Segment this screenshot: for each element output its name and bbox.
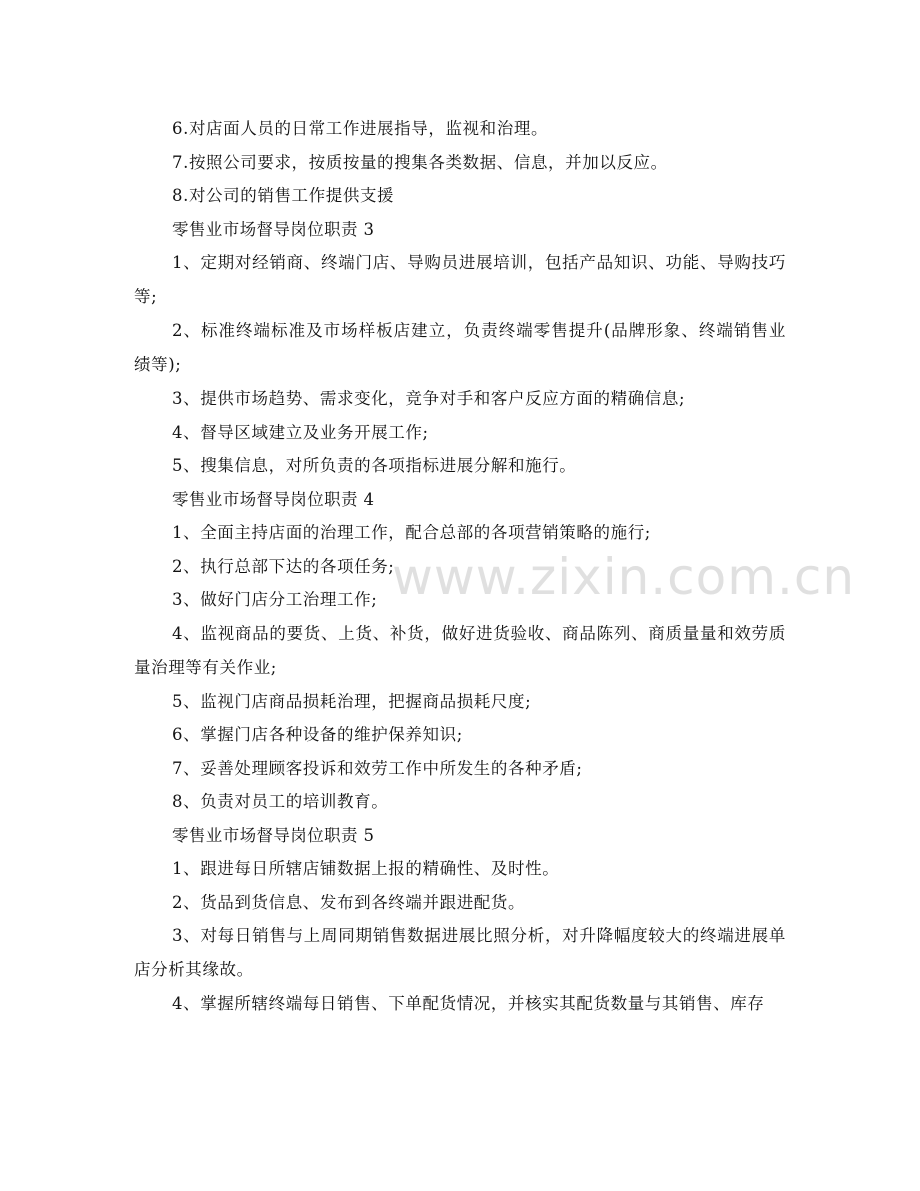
section-heading: 零售业市场督导岗位职责 5 — [172, 825, 375, 845]
list-item: 7.按照公司要求，按质按量的搜集各类数据、信息，并加以反应。 — [172, 152, 668, 172]
list-item: 3、对每日销售与上周同期销售数据进展比照分析，对升降幅度较大的终端进展单店分析其缘故。 — [134, 926, 786, 979]
list-item: 1、跟进每日所辖店铺数据上报的精确性、及时性。 — [172, 859, 560, 878]
list-item: 1、全面主持店面的治理工作，配合总部的各项营销策略的施行; — [172, 523, 651, 542]
list-item: 2、货品到货信息、发布到各终端并跟进配货。 — [172, 892, 526, 912]
list-item: 4、掌握所辖终端每日销售、下单配货情况，并核实其配货数量与其销售、库存 — [172, 994, 765, 1013]
list-item: 5、搜集信息，对所负责的各项指标进展分解和施行。 — [172, 456, 577, 475]
list-item: 8.对公司的销售工作提供支援 — [172, 186, 395, 205]
list-item: 4、监视商品的要货、上货、补货，做好进货验收、商品陈列、商质量量和效劳质量治理等有关作业; — [134, 623, 786, 677]
list-item: 6.对店面人员的日常工作进展指导，监视和治理。 — [172, 119, 549, 138]
list-item: 2、标准终端标准及市场样板店建立，负责终端零售提升(品牌形象、终端销售业绩等); — [134, 321, 786, 374]
list-item: 3、提供市场趋势、需求变化，竞争对手和客户反应方面的精确信息; — [172, 389, 686, 408]
list-item: 2、执行总部下达的各项任务; — [172, 556, 395, 576]
list-item: 1、定期对经销商、终端门店、导购员进展培训，包括产品知识、功能、导购技巧等; — [134, 253, 786, 306]
list-item: 4、督导区域建立及业务开展工作; — [172, 422, 429, 442]
list-item: 8、负责对员工的培训教育。 — [172, 792, 389, 811]
list-item: 3、做好门店分工治理工作; — [172, 590, 378, 609]
section-heading: 零售业市场督导岗位职责 4 — [172, 489, 375, 509]
document-body — [134, 112, 786, 1021]
list-item: 7、妥善处理顾客投诉和效劳工作中所发生的各种矛盾; — [172, 758, 583, 778]
list-item: 5、监视门店商品损耗治理，把握商品损耗尺度; — [172, 691, 532, 711]
section-heading: 零售业市场督导岗位职责 3 — [172, 219, 375, 239]
watermark-text: www.zixin.com.cn — [392, 548, 856, 606]
list-item: 6、掌握门店各种设备的维护保养知识; — [172, 725, 463, 744]
